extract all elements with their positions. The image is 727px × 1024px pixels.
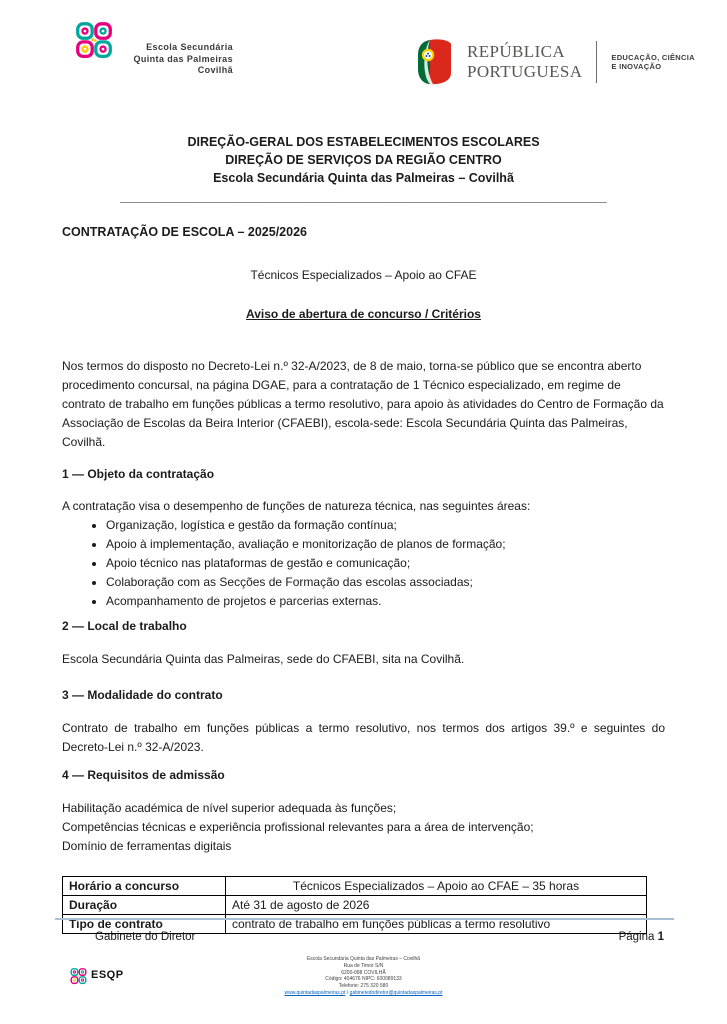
page-number-value: 1 xyxy=(657,931,664,943)
school-logo-line1: Escola Secundária xyxy=(146,42,233,52)
section-1-heading: 1 — Objeto da contratação xyxy=(62,467,215,481)
requirement-line: Domínio de ferramentas digitais xyxy=(62,839,232,853)
bullet-item: • Colaboração com as Secções de Formação das escolas associadas; xyxy=(106,573,665,592)
table-row xyxy=(63,877,647,896)
address-line: Rua de Timor S/N xyxy=(343,962,384,969)
page-label: Página xyxy=(618,931,658,943)
government-logo xyxy=(413,38,695,86)
contract-title: CONTRATAÇÃO DE ESCOLA – 2025/2026 xyxy=(62,225,307,239)
section-4-requirements xyxy=(62,799,665,856)
address-line: Telefone: 275 320 580 xyxy=(338,983,389,990)
esqp-clover-icon xyxy=(70,968,87,985)
footer-rule xyxy=(55,918,674,920)
gov-title-line1: REPÚBLICA xyxy=(467,42,566,61)
school-logo-line2: Quinta das Palmeiras xyxy=(133,53,233,64)
address-line: 6200-088 COVILHÃ xyxy=(341,969,386,976)
link-separator: / xyxy=(345,989,350,996)
bullet-item: • Apoio à implementação, avaliação e monitorização de planos de formação; xyxy=(106,535,665,554)
bullet-item: • Apoio técnico nas plataformas de gestão e comunicação; xyxy=(106,554,665,573)
table-value-tipo: contrato de trabalho em funções públicas a termo resolutivo xyxy=(226,915,647,934)
section-4-heading: 4 — Requisitos de admissão xyxy=(62,768,225,782)
section-2-heading: 2 — Local de trabalho xyxy=(62,619,187,633)
footer-left-text: Gabinete do Diretor xyxy=(95,931,196,943)
portugal-flag-icon xyxy=(413,38,455,86)
email-link[interactable]: gabinetedodiretor@quintadaspalmeiras.pt xyxy=(349,989,443,996)
table-row xyxy=(63,896,647,915)
school-logo-line3: Covilhã xyxy=(197,65,233,75)
gov-logo-department xyxy=(611,53,694,72)
bullet-item: • Acompanhamento de projetos e parcerias externas. xyxy=(106,592,665,611)
website-link[interactable]: www.quintadaspalmeiras.pt xyxy=(284,989,346,996)
table-value-duracao: Até 31 de agosto de 2026 xyxy=(226,896,647,915)
requirement-line: Competências técnicas e experiência profissional relevantes para a área de intervenção; xyxy=(62,820,534,834)
section-1-bullet-list xyxy=(62,516,665,611)
table-label-horario: Horário a concurso xyxy=(63,877,226,896)
table-value-horario: Técnicos Especializados – Apoio ao CFAE – 35 horas xyxy=(226,877,647,896)
document-body xyxy=(62,215,665,934)
title-line-3: Escola Secundária Quinta das Palmeiras – Covilhã xyxy=(213,171,514,185)
table-label-tipo: Tipo de contrato xyxy=(63,915,226,934)
title-line-1: DIREÇÃO-GERAL DOS ESTABELECIMENTOS ESCOLARES xyxy=(187,135,540,149)
bullet-item: • Organização, logística e gestão da formação contínua; xyxy=(106,516,665,535)
table-label-duracao: Duração xyxy=(63,896,226,915)
footer-mini-logo xyxy=(70,966,124,985)
gov-dept-line2: E INOVAÇÃO xyxy=(611,62,662,71)
requirement-line: Habilitação académica de nível superior adequada às funções; xyxy=(62,801,397,815)
section-2-body: Escola Secundária Quinta das Palmeiras, sede do CFAEBI, sita na Covilhã. xyxy=(62,652,465,666)
section-3-body: Contrato de trabalho em funções públicas a termo resolutivo, nos termos dos artigos 39.º e seguintes do Decreto-Lei n.º 32-A/2023. xyxy=(62,721,665,754)
footer-links xyxy=(0,990,727,997)
title-block xyxy=(0,133,727,206)
school-logo-text xyxy=(101,42,233,77)
title-line-2: DIREÇÃO DE SERVIÇOS DA REGIÃO CENTRO xyxy=(225,153,502,167)
address-line: Escola Secundária Quinta das Palmeiras – Covilhã xyxy=(306,956,421,962)
underscore-divider: ______________________________________________________________________ xyxy=(120,190,607,204)
footer-row xyxy=(95,928,664,947)
notice-title: Aviso de abertura de concurso / Critérios xyxy=(246,307,481,321)
contract-details-table xyxy=(62,876,647,934)
gov-logo-title xyxy=(467,42,582,82)
section-1-body: A contratação visa o desempenho de funções de natureza técnica, nas seguintes áreas: xyxy=(62,499,531,513)
section-3-heading: 3 — Modalidade do contrato xyxy=(62,688,223,702)
gov-title-line2: PORTUGUESA xyxy=(467,62,583,81)
intro-paragraph: Nos termos do disposto no Decreto-Lei n.º 32-A/2023, de 8 de maio, torna-se público que se encontra aberto procedimento concursal, na página DGAE, para a contratação de 1 Técnico especializado, em regime de contrato de trabalho em funções públicas a termo resolutivo, para apoio às atividades do Centro de Formação da Associação de Escolas da Beira Interior (CFAEBI), escola-sede: Escola Secundária Quinta das Palmeiras, Covilhã. xyxy=(62,359,664,449)
address-line: Código: 404676 NIPC: 600089133 xyxy=(325,976,402,983)
esqp-logo-text: ESQP xyxy=(91,969,124,981)
gov-logo-divider xyxy=(596,41,597,83)
document-subtitle: Técnicos Especializados – Apoio ao CFAE xyxy=(250,268,477,282)
gov-dept-line1: EDUCAÇÃO, CIÊNCIA xyxy=(611,52,695,62)
page-number xyxy=(619,928,664,947)
